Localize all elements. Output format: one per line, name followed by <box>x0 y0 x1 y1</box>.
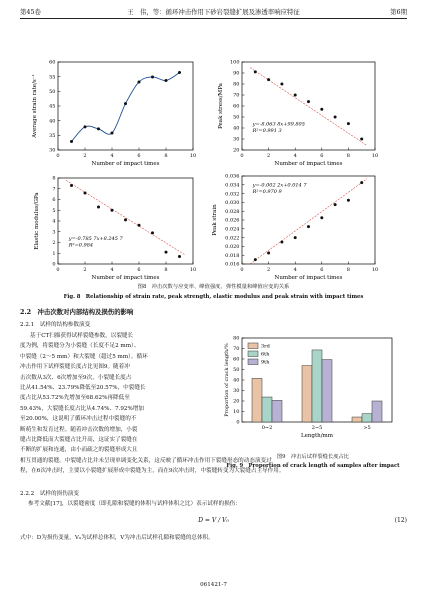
x-tick-label: 0 <box>240 153 244 159</box>
chart-peak-stress <box>212 30 407 168</box>
legend-swatch <box>248 359 258 365</box>
fit-equation: y=-0.785 7x+8.245 7 <box>68 235 123 242</box>
bar <box>272 400 282 422</box>
data-point <box>84 192 87 195</box>
data-point <box>151 231 154 234</box>
y-tick-label: 6 <box>52 197 56 204</box>
chart-crack-length-proportion <box>218 330 408 448</box>
volume-label: 第45卷 <box>20 8 41 16</box>
y-tick-label: 0.024 <box>225 226 240 233</box>
x-tick-label: 2 <box>267 153 271 159</box>
x-tick-label: 4 <box>293 267 297 273</box>
header-rule <box>20 18 407 19</box>
data-point <box>267 252 270 255</box>
bar <box>362 414 372 422</box>
data-point <box>124 102 127 105</box>
text-line: 59.43%，大裂缝长度占比从4.74%、7.92%增加 <box>20 405 144 412</box>
y-tick-label: 3 <box>52 229 56 236</box>
y-tick-label: 50 <box>233 114 240 121</box>
x-tick-label: 10 <box>371 153 379 159</box>
text-line: 相互贯通的裂缝。中裂缝占比并未呈现单调变化关系，这反映了循环冲击作用下裂缝形态的动态演变过 <box>20 457 272 464</box>
x-tick-label: 0 <box>56 153 60 159</box>
y-axis-label: Average strain rate/s⁻¹ <box>32 74 38 138</box>
fit-r2: R²=0.984 <box>68 242 94 249</box>
fit-r2: R²=0.970 9 <box>252 189 282 196</box>
data-point <box>334 116 337 119</box>
x-axis-label: Length/mm <box>300 433 334 439</box>
text-line: 中裂缝（2～5 mm）和大裂缝（超过5 mm）。循环 <box>20 353 148 360</box>
y-tick-label: 4 <box>52 218 56 225</box>
text-line: 度占比从53.72%先增加至68.62%再降低至 <box>20 395 130 402</box>
x-tick-label: 0 <box>56 267 60 273</box>
y-tick-label: 40 <box>233 125 240 132</box>
x-tick-label: 6 <box>320 267 324 273</box>
data-point <box>280 241 283 244</box>
equation-expression: D = V / V₀ <box>198 517 229 524</box>
data-point <box>254 70 257 73</box>
y-tick-label: 0.034 <box>225 182 240 189</box>
data-point <box>84 125 87 128</box>
x-tick-label: 8 <box>346 267 350 273</box>
y-tick-label: 0.036 <box>225 173 240 180</box>
x-axis-label: Number of impact times <box>274 275 343 281</box>
y-tick-label: 50 <box>49 89 56 96</box>
x-tick-label: 2 <box>83 267 87 273</box>
data-point <box>165 251 168 254</box>
y-tick-label: 45 <box>49 103 56 110</box>
data-point <box>307 100 310 103</box>
y-tick-label: 40 <box>233 377 240 384</box>
y-axis-label: Elastic modulus/GPa <box>34 192 40 250</box>
chart-elastic-modulus <box>20 168 215 296</box>
y-tick-label: 40 <box>49 118 56 125</box>
x-tick-label: 6 <box>320 153 324 159</box>
y-tick-label: 7 <box>52 186 56 193</box>
y-tick-label: 30 <box>233 136 240 143</box>
x-tick-label: 8 <box>164 153 168 159</box>
data-point <box>267 78 270 81</box>
equation-number: (12) <box>394 517 407 524</box>
y-tick-label: 80 <box>233 335 240 342</box>
issue-label: 第6期 <box>390 8 407 16</box>
y-tick-label: 60 <box>233 103 240 110</box>
y-tick-label: 0.020 <box>225 244 240 251</box>
data-point <box>151 75 154 78</box>
x-tick-label: 8 <box>346 153 350 159</box>
y-tick-label: 0 <box>52 261 56 268</box>
x-tick-label: 4 <box>110 153 114 159</box>
data-point <box>138 80 141 83</box>
x-axis-label: Number of impact times <box>274 161 343 167</box>
data-point <box>280 83 283 86</box>
fig8-caption-en: Fig. 8 Relationship of strain rate, peak strength, elastic modulus and peak strain with impact times <box>63 294 364 300</box>
y-tick-label: 8 <box>52 175 56 182</box>
x-tick-label: 4 <box>110 267 114 273</box>
text-line: 击次数从3次、6次增加至9次，小裂缝长度占 <box>20 374 132 381</box>
data-point <box>111 131 114 134</box>
y-tick-label: 80 <box>233 81 240 88</box>
data-point <box>320 216 323 219</box>
y-tick-label: 70 <box>233 92 240 99</box>
bar <box>312 350 322 422</box>
text-line: 不断的扩展和连通，由小而疏之的裂缝形成大且 <box>20 447 138 454</box>
running-title: 王 伟，等：循环冲击作用下砂岩裂缝扩展及渗透率响应特征 <box>127 8 300 16</box>
x-tick-label: 8 <box>164 267 168 273</box>
y-tick-label: 0.026 <box>225 217 240 224</box>
y-tick-label: 10 <box>233 409 240 416</box>
x-tick-label: 10 <box>371 267 379 273</box>
fit-r2: R²=0.991 3 <box>252 127 282 134</box>
bar <box>372 401 382 422</box>
bar <box>322 360 332 422</box>
legend-label: 6th <box>261 351 270 358</box>
y-tick-label: 5 <box>52 207 56 214</box>
section-heading: 2.2 冲击次数对内部结构及损伤的影响 <box>20 308 134 316</box>
x-tick-label: 6 <box>137 267 141 273</box>
data-point <box>360 181 363 184</box>
data-point <box>178 71 181 74</box>
bar <box>302 366 312 422</box>
page-number: 061421-7 <box>200 582 227 588</box>
y-tick-label: 0.030 <box>225 200 240 207</box>
y-tick-label: 100 <box>229 59 240 66</box>
text-line: 缝占比降低而大裂缝占比升高，这证实了裂缝在 <box>20 437 138 443</box>
y-tick-label: 35 <box>49 133 56 140</box>
text-line: 至20.00%，这说明了循环冲击过程中裂缝的不 <box>20 416 137 423</box>
x-tick-label: 10 <box>189 267 197 273</box>
subsection-heading-1: 2.2.1 试样的结构参数演变 <box>20 322 91 328</box>
x-tick-label: 10 <box>189 153 197 159</box>
legend-swatch <box>248 343 258 349</box>
y-tick-label: 0.016 <box>225 261 240 268</box>
y-tick-label: 70 <box>233 346 240 353</box>
y-tick-label: 20 <box>233 398 240 405</box>
data-point <box>111 209 114 212</box>
bar <box>262 397 272 422</box>
text-line: 程，在6次冲击时，主要以小裂缝扩展形成中裂缝为主，而在9次冲击时，中裂缝转变为大裂缝占主导作用。 <box>20 468 285 475</box>
x-axis-label: Number of impact times <box>91 275 160 281</box>
y-axis-label: Peak strain <box>212 204 218 236</box>
plot-frame <box>58 62 193 150</box>
x-tick-label: 6 <box>137 153 141 159</box>
fit-equation: y=-0.002 2x+0.014 7 <box>252 182 307 189</box>
paragraph-damage-def: 参考文献[17]，以裂缝密度（即孔隙和裂缝的体积与试样体积之比）表示试样的损伤： <box>28 501 241 507</box>
data-point <box>97 127 100 130</box>
data-point <box>334 203 337 206</box>
x-tick-label: 0~2 <box>261 425 273 431</box>
data-point <box>347 122 350 125</box>
y-tick-label: 0.028 <box>225 208 240 215</box>
text-line: 基于CT扫描获得试样裂缝参数，以裂缝长 <box>30 333 134 339</box>
bar <box>252 378 262 422</box>
y-tick-label: 90 <box>233 70 240 77</box>
data-point <box>70 184 73 187</box>
x-tick-label: 2 <box>267 267 271 273</box>
y-tick-label: 0.022 <box>225 235 240 242</box>
text-line: 度为例，将裂缝分为小裂缝（长度不足2 mm）、 <box>20 343 140 350</box>
y-tick-label: 55 <box>49 74 56 81</box>
data-point <box>294 236 297 239</box>
chart-peak-strain <box>212 168 407 296</box>
y-tick-label: 20 <box>233 147 240 154</box>
data-point <box>254 258 257 261</box>
x-tick-label: 2 <box>83 153 87 159</box>
legend-swatch <box>248 351 258 357</box>
legend-label: 3rd <box>261 343 270 350</box>
bar <box>352 417 362 422</box>
fig9-caption-en: Fig. 9 Proportion of crack length of samples after impact <box>226 463 400 469</box>
y-tick-label: 60 <box>233 356 240 363</box>
subsection-heading-2: 2.2.2 试样的损伤演变 <box>20 491 79 497</box>
data-point <box>124 218 127 221</box>
series-line <box>72 73 180 142</box>
x-tick-label: >5 <box>363 425 371 431</box>
data-point <box>307 225 310 228</box>
data-point <box>360 138 363 141</box>
legend-label: 9th <box>261 359 270 366</box>
text-line: 比从41.54%、23.79%降低至20.57%，中裂缝长 <box>20 385 146 392</box>
x-axis-label: Number of impact times <box>91 161 160 167</box>
data-point <box>97 206 100 209</box>
paragraph-crack-params <box>20 331 212 435</box>
y-axis-label: Peak stress/MPa <box>218 83 224 129</box>
x-tick-label: 4 <box>293 153 297 159</box>
data-point <box>70 140 73 143</box>
y-tick-label: 1 <box>52 250 56 257</box>
y-tick-label: 50 <box>233 367 240 374</box>
fig9-caption-cn: 图9 冲击后试样裂缝长度占比 <box>276 454 350 460</box>
paragraph-crack-evolution <box>20 435 407 477</box>
text-line: 冲击作用下试样裂缝长度占比见图9。随着冲 <box>20 364 130 371</box>
y-tick-label: 0.032 <box>225 191 240 198</box>
paragraph-variables: 式中：D为损伤变量，V₀为试样总体积，V为冲击后试样孔隙和裂缝的总体积。 <box>20 535 214 541</box>
data-point <box>165 79 168 82</box>
running-header <box>20 5 407 19</box>
data-point <box>320 108 323 111</box>
data-point <box>138 224 141 227</box>
x-tick-label: 2~5 <box>311 425 323 431</box>
data-point <box>347 199 350 202</box>
y-tick-label: 2 <box>52 240 56 247</box>
text-line: 断萌生和发育过程。随着冲击次数的增加，小裂 <box>20 426 138 433</box>
y-tick-label: 0 <box>236 419 240 426</box>
data-point <box>294 94 297 97</box>
chart-strain-rate <box>20 30 215 168</box>
y-axis-label: Proportion of crack length/% <box>224 343 230 417</box>
y-tick-label: 0.018 <box>225 252 240 259</box>
fit-equation: y=-8.063 8x+99.805 <box>252 121 305 128</box>
fig8-caption-cn: 图8 冲击次数与应变率、峰值强度、弹性模量和峰值应变的关系 <box>137 284 290 290</box>
y-tick-label: 30 <box>233 388 240 395</box>
y-tick-label: 60 <box>49 59 56 66</box>
y-tick-label: 30 <box>49 147 56 154</box>
x-tick-label: 0 <box>240 267 244 273</box>
data-point <box>178 255 181 258</box>
